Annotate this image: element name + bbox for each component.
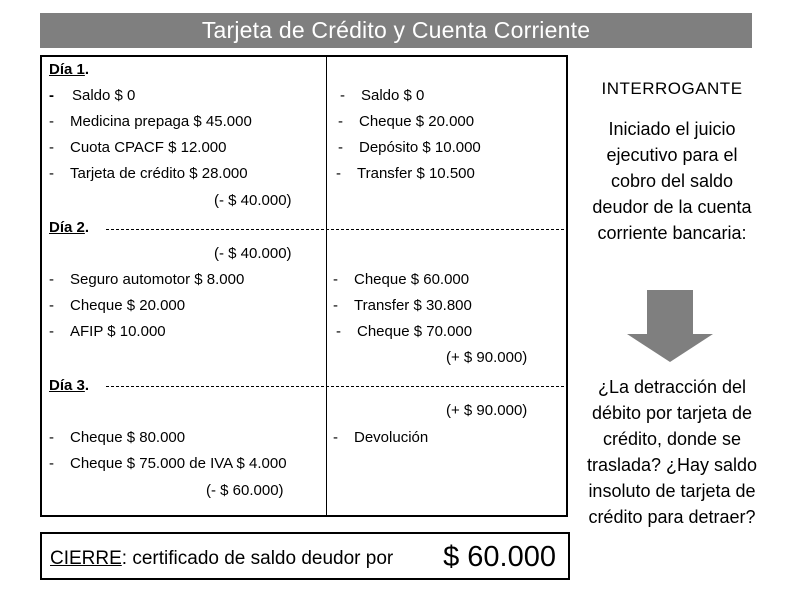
cierre-amount: $ 60.000: [443, 541, 556, 573]
day1-left-item-2: Cuota CPACF $ 12.000: [70, 139, 227, 156]
day2-left-bullet-0: -: [49, 271, 54, 288]
day3-left-bullet-1: -: [49, 455, 54, 472]
day3-left-item-0: Cheque $ 80.000: [70, 429, 186, 446]
day2-left-item-0: Seguro automotor $ 8.000: [70, 271, 245, 288]
interrogante-text: Iniciado el juicio ejecutivo para el cobro del saldo deudor de la cuenta corriente bancaria:: [592, 119, 752, 243]
day1-left-bullet-2: -: [49, 139, 54, 156]
day3-left-total: (- $ 60.000): [206, 482, 284, 499]
day3-heading: Día 3.: [49, 377, 90, 394]
day1-left-total: (- $ 40.000): [214, 192, 292, 209]
cierre-label: [50, 548, 393, 570]
interrogante-questions: ¿La detracción del débito por tarjeta de crédito, donde se traslada? ¿Hay saldo insoluto de tarjeta de crédito para detraer?: [586, 377, 758, 527]
day3-right-item-0: Devolución: [354, 429, 429, 446]
day1-left-item-0: Saldo $ 0: [72, 87, 136, 104]
day2-right-item-2: Cheque $ 70.000: [357, 323, 473, 340]
slide-title: Tarjeta de Crédito y Cuenta Corriente: [40, 13, 752, 48]
day1-right-bullet-2: -: [338, 139, 343, 156]
day2-heading: Día 2.: [49, 219, 90, 236]
day2-left-bullet-1: -: [49, 297, 54, 314]
down-arrow-icon: [627, 290, 713, 362]
day1-right-item-2: Depósito $ 10.000: [359, 139, 481, 156]
column-divider: [326, 57, 327, 517]
day2-right-item-0: Cheque $ 60.000: [354, 271, 470, 288]
day1-right-item-3: Transfer $ 10.500: [357, 165, 475, 182]
interrogante-title: INTERROGANTE: [601, 79, 743, 98]
cierre-heading: CIERRE: [50, 548, 122, 569]
day2-right-bullet-2: -: [336, 323, 341, 340]
day2-left-item-1: Cheque $ 20.000: [70, 297, 186, 314]
day1-left-bullet-3: -: [49, 165, 54, 182]
day3-right-bullet-0: -: [333, 429, 338, 446]
day1-right-item-0: Saldo $ 0: [361, 87, 425, 104]
day2-right-total: (+ $ 90.000): [446, 349, 528, 366]
day2-right-bullet-1: -: [333, 297, 338, 314]
day1-left-item-3: Tarjeta de crédito $ 28.000: [70, 165, 248, 182]
day1-right-bullet-1: -: [338, 113, 343, 130]
day1-right-bullet-3: -: [336, 165, 341, 182]
day3-left-item-1: Cheque $ 75.000 de IVA $ 4.000: [70, 455, 287, 472]
day3-opening: (+ $ 90.000): [446, 402, 528, 419]
day1-right-bullet-0: -: [340, 87, 345, 104]
day1-right-item-1: Cheque $ 20.000: [359, 113, 475, 130]
day1-heading: Día 1.: [49, 61, 90, 78]
day3-left-bullet-0: -: [49, 429, 54, 446]
day2-right-bullet-0: -: [333, 271, 338, 288]
day3-separator: [106, 386, 564, 387]
ledger-table: [40, 55, 568, 517]
cierre-text: : certificado de saldo deudor por: [121, 548, 394, 569]
day1-left-bullet-1: -: [49, 113, 54, 130]
day2-left-item-2: AFIP $ 10.000: [70, 323, 166, 340]
cierre-box: [40, 532, 570, 580]
day2-opening: (- $ 40.000): [214, 245, 292, 262]
day1-left-item-1: Medicina prepaga $ 45.000: [70, 113, 252, 130]
day2-separator: [106, 229, 564, 230]
day2-right-item-1: Transfer $ 30.800: [354, 297, 472, 314]
day2-left-bullet-2: -: [49, 323, 54, 340]
down-arrow-shape: [627, 290, 713, 362]
day1-left-bullet-0: -: [49, 87, 54, 104]
